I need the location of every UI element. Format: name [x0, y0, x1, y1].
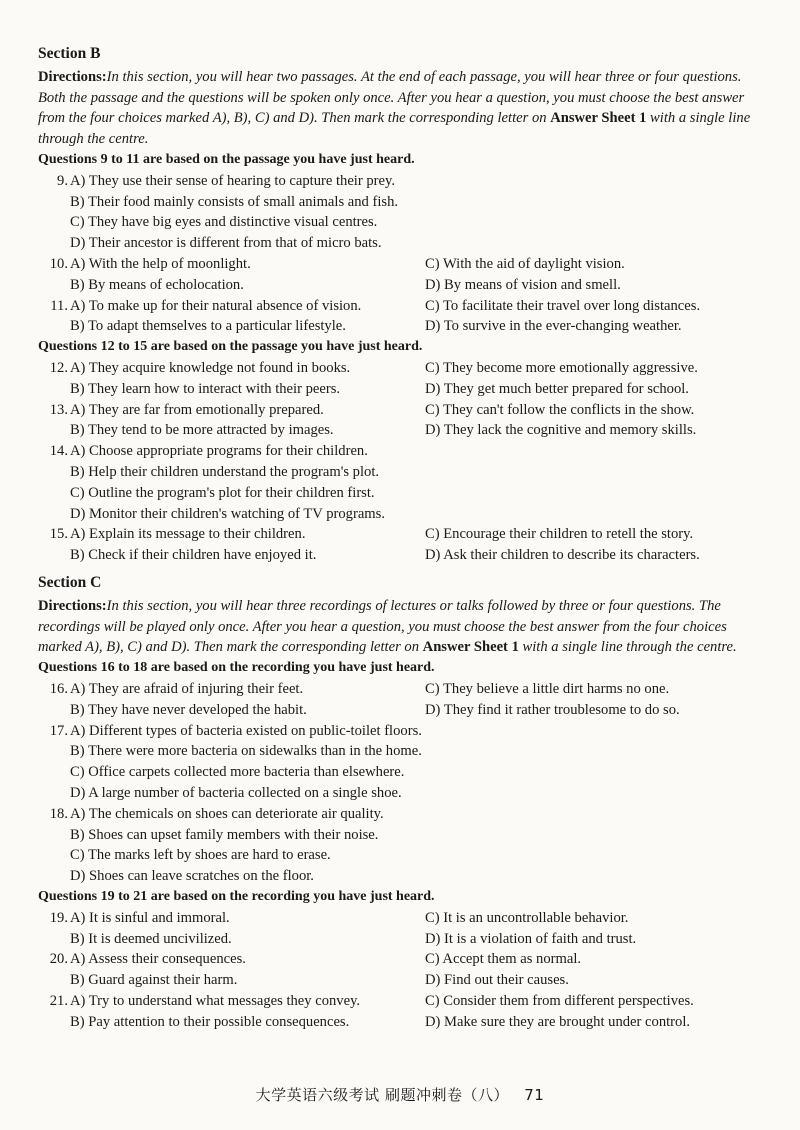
answer-option: A) Explain its message to their children.	[70, 526, 306, 543]
answer-option: C) The marks left by shoes are hard to erase.	[70, 847, 331, 864]
answer-option: A) Try to understand what messages they convey.	[70, 992, 361, 1009]
question-item	[38, 908, 758, 950]
option-row	[38, 275, 758, 296]
answer-option: A) It is sinful and immoral.	[70, 909, 230, 926]
option-row	[38, 316, 758, 337]
answer-option: D) By means of vision and smell.	[425, 276, 621, 293]
option-row	[38, 233, 758, 254]
answer-option: A) With the help of moonlight.	[70, 255, 251, 272]
answer-option: C) They have big eyes and distinctive visual centres.	[70, 214, 378, 231]
answer-option: B) They learn how to interact with their peers.	[70, 380, 341, 397]
answer-option: A) Choose appropriate programs for their children.	[70, 443, 368, 460]
question-number: 15.	[49, 526, 68, 543]
section-title: Section B	[38, 45, 101, 62]
question-item	[38, 400, 758, 442]
option-row	[38, 192, 758, 213]
answer-option: A) They are afraid of injuring their feet.	[70, 680, 304, 697]
option-row	[38, 970, 758, 991]
indent	[38, 483, 70, 504]
answer-option: D) Shoes can leave scratches on the floor.	[70, 868, 314, 885]
answer-option: D) Find out their causes.	[425, 972, 569, 989]
option-row	[38, 171, 758, 192]
answer-option: C) With the aid of daylight vision.	[425, 255, 625, 272]
indent	[38, 212, 70, 233]
option-row	[38, 866, 758, 887]
option-row	[38, 804, 758, 825]
answer-option: C) Office carpets collected more bacteria than elsewhere.	[70, 764, 405, 781]
answer-option: A) Different types of bacteria existed on public-toilet floors.	[70, 722, 422, 739]
option-row	[38, 545, 758, 566]
option-row	[38, 741, 758, 762]
answer-option: C) Accept them as normal.	[425, 951, 582, 968]
answer-option: D) Their ancestor is different from that of micro bats.	[70, 235, 382, 252]
option-row	[38, 845, 758, 866]
indent	[38, 700, 70, 721]
answer-option: C) Outline the program's plot for their children first.	[70, 484, 375, 501]
indent	[38, 462, 70, 483]
directions-text: In this section, you will hear two passages. At the end of each passage, you will hear three or four questions. Both the passage and the questions will be spoken only once. After you hear a question, you must choose the best answer from the four choices marked A), B), C) and D). Then mark the corresponding letter on	[38, 68, 745, 127]
answer-option: B) It is deemed uncivilized.	[70, 930, 232, 947]
answer-option: D) Make sure they are brought under control.	[425, 1013, 691, 1030]
question-number: 16.	[49, 680, 68, 697]
answer-option: D) They find it rather troublesome to do so.	[425, 701, 680, 718]
answer-option: B) By means of echolocation.	[70, 276, 244, 293]
option-row	[38, 296, 758, 317]
question-item	[38, 679, 758, 721]
option-row	[38, 358, 758, 379]
answer-option: B) They have never developed the habit.	[70, 701, 307, 718]
question-number: 20.	[49, 951, 68, 968]
option-row	[38, 783, 758, 804]
indent	[38, 783, 70, 804]
page-footer	[0, 1085, 800, 1106]
answer-option: B) Their food mainly consists of small animals and fish.	[70, 193, 399, 210]
answer-sheet-label: Answer Sheet 1	[550, 110, 647, 127]
option-row	[38, 254, 758, 275]
footer-title: 大学英语六级考试 刷题冲刺卷（八）	[255, 1086, 509, 1104]
option-row	[38, 949, 758, 970]
question-group	[38, 150, 758, 337]
indent	[38, 762, 70, 783]
section-b	[38, 44, 758, 566]
question-item	[38, 296, 758, 338]
option-row	[38, 679, 758, 700]
answer-option: B) Check if their children have enjoyed it.	[70, 547, 317, 564]
indent	[38, 929, 70, 950]
answer-option: D) They get much better prepared for school.	[425, 380, 689, 397]
directions-text-end: with a single line through the centre.	[518, 639, 737, 656]
answer-option: C) It is an uncontrollable behavior.	[425, 909, 629, 926]
option-row	[38, 762, 758, 783]
answer-option: B) Help their children understand the program's plot.	[70, 463, 380, 480]
question-item	[38, 171, 758, 254]
answer-option: C) They believe a little dirt harms no one.	[425, 680, 670, 697]
indent	[38, 970, 70, 991]
directions-text: In this section, you will hear three recordings of lectures or talks followed by three or four questions. The recordings will be played only once. After you hear a question, you must choose the best answer from the four choices marked A), B), C) and D). Then mark the corresponding letter on	[38, 597, 727, 656]
directions-text-end: with a single line through the centre.	[38, 110, 751, 148]
question-number: 10.	[49, 255, 68, 272]
question-number: 9.	[57, 172, 68, 189]
answer-sheet-label: Answer Sheet 1	[422, 639, 519, 656]
option-row	[38, 908, 758, 929]
indent	[38, 866, 70, 887]
question-number: 19.	[49, 909, 68, 926]
section-c	[38, 573, 758, 1033]
option-row	[38, 379, 758, 400]
answer-option: D) They lack the cognitive and memory skills.	[425, 422, 697, 439]
indent	[38, 192, 70, 213]
question-group	[38, 658, 758, 887]
question-number: 17.	[49, 722, 68, 739]
answer-option: B) They tend to be more attracted by images.	[70, 422, 334, 439]
option-row	[38, 441, 758, 462]
option-row	[38, 721, 758, 742]
option-row	[38, 462, 758, 483]
answer-option: C) They can't follow the conflicts in the show.	[425, 401, 695, 418]
question-number: 11.	[50, 297, 68, 314]
question-item	[38, 524, 758, 566]
option-row	[38, 1012, 758, 1033]
indent	[38, 825, 70, 846]
indent	[38, 379, 70, 400]
answer-option: D) Ask their children to describe its characters.	[425, 547, 700, 564]
page-number: 71	[524, 1086, 545, 1104]
answer-option: A) They acquire knowledge not found in books.	[70, 359, 351, 376]
group-header: Questions 12 to 15 are based on the passage you have just heard.	[38, 339, 423, 355]
question-item	[38, 991, 758, 1033]
answer-option: A) The chemicals on shoes can deteriorate air quality.	[70, 805, 384, 822]
answer-option: A) They use their sense of hearing to capture their prey.	[70, 172, 395, 189]
option-row	[38, 212, 758, 233]
answer-option: D) It is a violation of faith and trust.	[425, 930, 637, 947]
question-group	[38, 887, 758, 1033]
question-number: 18.	[49, 805, 68, 822]
indent	[38, 545, 70, 566]
option-row	[38, 504, 758, 525]
question-number: 21.	[49, 992, 68, 1009]
answer-option: C) To facilitate their travel over long distances.	[425, 297, 701, 314]
question-item	[38, 254, 758, 296]
directions	[38, 67, 758, 150]
indent	[38, 316, 70, 337]
question-item	[38, 949, 758, 991]
answer-option: C) Encourage their children to retell the story.	[425, 526, 694, 543]
group-header: Questions 16 to 18 are based on the recording you have just heard.	[38, 660, 435, 676]
answer-option: A) To make up for their natural absence of vision.	[70, 297, 362, 314]
question-item	[38, 358, 758, 400]
question-number: 12.	[49, 359, 68, 376]
indent	[38, 504, 70, 525]
question-number: 14.	[49, 443, 68, 460]
option-row	[38, 524, 758, 545]
answer-option: B) Guard against their harm.	[70, 972, 238, 989]
directions-label: Directions:	[38, 68, 107, 85]
answer-option: C) Consider them from different perspectives.	[425, 992, 694, 1009]
indent	[38, 1012, 70, 1033]
answer-option: C) They become more emotionally aggressive.	[425, 359, 698, 376]
answer-option: B) To adapt themselves to a particular lifestyle.	[70, 318, 346, 335]
directions	[38, 596, 758, 658]
question-item	[38, 804, 758, 887]
question-groups	[38, 658, 758, 1032]
option-row	[38, 483, 758, 504]
answer-option: D) A large number of bacteria collected on a single shoe.	[70, 784, 402, 801]
question-group	[38, 337, 758, 566]
indent	[38, 233, 70, 254]
option-row	[38, 929, 758, 950]
indent	[38, 741, 70, 762]
question-item	[38, 441, 758, 524]
option-row	[38, 400, 758, 421]
group-header: Questions 9 to 11 are based on the passage you have just heard.	[38, 151, 415, 167]
group-header: Questions 19 to 21 are based on the recording you have just heard.	[38, 888, 435, 904]
answer-option: D) Monitor their children's watching of TV programs.	[70, 505, 385, 522]
indent	[38, 420, 70, 441]
answer-option: B) Shoes can upset family members with their noise.	[70, 826, 379, 843]
option-row	[38, 420, 758, 441]
question-item	[38, 721, 758, 804]
option-row	[38, 825, 758, 846]
answer-option: A) Assess their consequences.	[70, 951, 246, 968]
indent	[38, 845, 70, 866]
question-number: 13.	[49, 401, 68, 418]
question-groups	[38, 150, 758, 566]
section-title: Section C	[38, 574, 102, 591]
answer-option: D) To survive in the ever-changing weather.	[425, 318, 682, 335]
answer-option: B) There were more bacteria on sidewalks than in the home.	[70, 743, 422, 760]
answer-option: A) They are far from emotionally prepared.	[70, 401, 324, 418]
indent	[38, 275, 70, 296]
directions-label: Directions:	[38, 597, 107, 614]
option-row	[38, 991, 758, 1012]
option-row	[38, 700, 758, 721]
answer-option: B) Pay attention to their possible consequences.	[70, 1013, 350, 1030]
